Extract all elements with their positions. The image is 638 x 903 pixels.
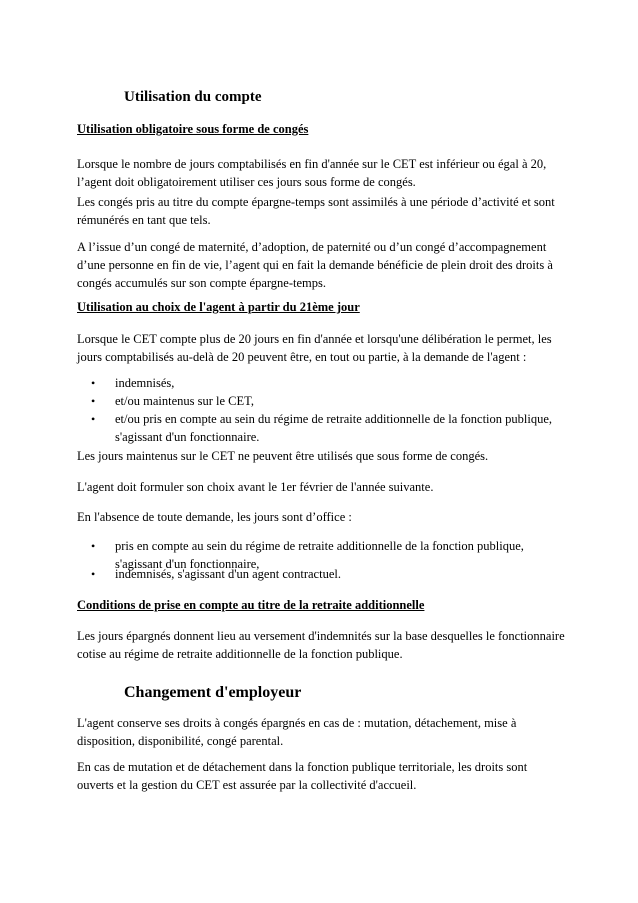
subheading-obligatoire: Utilisation obligatoire sous forme de congés — [77, 122, 309, 136]
subheading-retraite: Conditions de prise en compte au titre de la retraite additionnelle — [77, 598, 425, 612]
paragraph: Lorsque le nombre de jours comptabilisés en fin d'année sur le CET est inférieur ou égal à 20, l’agent doit obligatoirement utiliser ces jours sous forme de congés. — [77, 157, 547, 189]
bullet-icon: • — [91, 394, 96, 408]
bullet-icon: • — [91, 539, 96, 553]
list-item: indemnisés, s'agissant d'un agent contractuel. — [115, 567, 341, 581]
paragraph: Les jours maintenus sur le CET ne peuvent être utilisés que sous forme de congés. — [77, 449, 489, 463]
paragraph: Les jours épargnés donnent lieu au versement d'indemnités sur la base desquelles le fonctionnaire cotise au régime de retraite additionnelle de la fonction publique. — [77, 629, 565, 661]
paragraph: A l’issue d’un congé de maternité, d’adoption, de paternité ou d’un congé d’accompagnement d’une personne en fin de vie, l’agent qui en fait la demande bénéficie de plein droit des droits à congés accumulés sur son compte épargne-temps. — [77, 240, 553, 290]
paragraph: L'agent conserve ses droits à congés épargnés en cas de : mutation, détachement, mise à disposition, disponibilité, congé parental. — [77, 716, 517, 748]
subheading-choix: Utilisation au choix de l'agent à partir du 21ème jour — [77, 300, 360, 314]
section-title-changement: Changement d'employeur — [124, 684, 302, 701]
paragraph: L'agent doit formuler son choix avant le 1er février de l'année suivante. — [77, 480, 434, 494]
paragraph: Lorsque le CET compte plus de 20 jours en fin d'année et lorsqu'une délibération le permet, les jours comptabilisés au-delà de 20 peuvent être, en tout ou partie, à la demande de l'agent : — [77, 332, 552, 364]
bullet-icon: • — [91, 412, 96, 426]
paragraph: En cas de mutation et de détachement dans la fonction publique territoriale, les droits sont ouverts et la gestion du CET est assurée par la collectivité d'accueil. — [77, 760, 528, 792]
bullet-icon: • — [91, 376, 96, 390]
section-title-utilisation: Utilisation du compte — [124, 89, 262, 105]
list-item: indemnisés, — [115, 376, 175, 390]
list-item: et/ou pris en compte au sein du régime de retraite additionnelle de la fonction publique, s'agissant d'un fonctionnaire. — [115, 412, 553, 444]
paragraph: Les congés pris au titre du compte épargne-temps sont assimilés à une période d’activité et sont rémunérés en tant que tels. — [77, 195, 555, 227]
bullet-icon: • — [91, 567, 96, 581]
list-item: pris en compte au sein du régime de retraite additionnelle de la fonction publique, s'agissant d'un fonctionnaire, — [115, 539, 524, 571]
list-item: et/ou maintenus sur le CET, — [115, 394, 254, 408]
paragraph: En l'absence de toute demande, les jours sont d’office : — [77, 510, 352, 524]
